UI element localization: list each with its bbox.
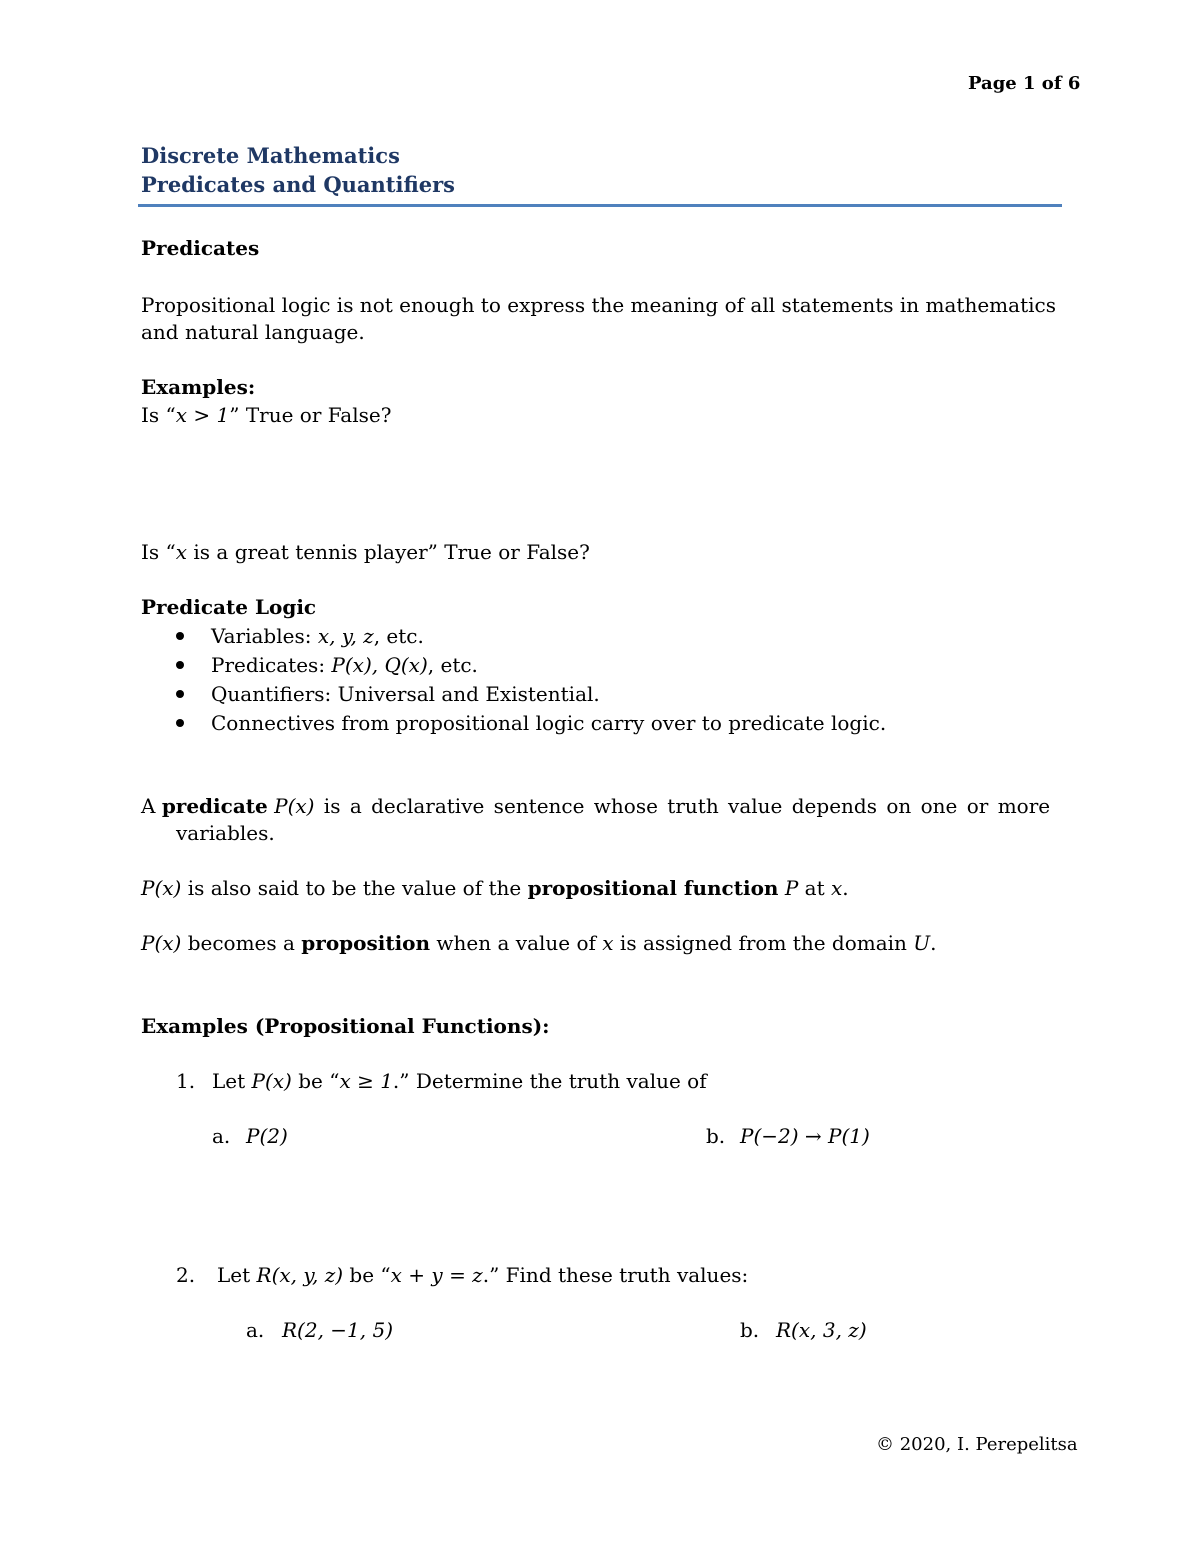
pf-p: P — [784, 876, 799, 900]
ex2-mid: be “ — [343, 1263, 391, 1287]
ex1-mid: be “ — [291, 1069, 340, 1093]
item-text: Quantifiers: Universal and Existential. — [211, 682, 600, 706]
ex2-cond: x + y = z — [390, 1263, 483, 1287]
item-text: Connectives from propositional logic carry over to predicate logic. — [211, 711, 887, 735]
q1-prefix: Is “ — [141, 403, 176, 427]
pr-px: P(x) — [141, 931, 182, 955]
pr-mid1: becomes a — [181, 931, 302, 955]
example-question-2 — [141, 538, 590, 566]
pr-bold: proposition — [301, 931, 431, 955]
item-suffix: , etc. — [427, 653, 478, 677]
pf-x: x — [830, 876, 843, 900]
pf-px: P(x) — [141, 876, 182, 900]
ex1-suffix: .” Determine the truth value of — [392, 1069, 707, 1093]
example-2b-label: b. — [740, 1318, 760, 1342]
ex2-prefix: Let — [217, 1263, 257, 1287]
pf-mid: is also said to be the value of the — [181, 876, 528, 900]
ex1-prefix: Let — [212, 1069, 252, 1093]
predicate-logic-item — [211, 680, 600, 708]
def-predicate-word: predicate — [161, 794, 268, 818]
bullet-icon — [176, 719, 184, 727]
title-divider — [138, 204, 1062, 207]
proposition-sentence — [141, 929, 937, 957]
pf-bold: propositional function — [527, 876, 779, 900]
item-text: Predicates: — [211, 653, 332, 677]
bullet-icon — [176, 632, 184, 640]
example-1b-math: P(−2) → P(1) — [740, 1124, 870, 1148]
predicate-logic-heading: Predicate Logic — [141, 595, 317, 619]
example-2b-math: R(x, 3, z) — [776, 1318, 867, 1342]
q2-math: x — [175, 540, 188, 564]
section-heading-predicates: Predicates — [141, 236, 260, 260]
example-1a-math: P(2) — [246, 1124, 288, 1148]
ex1-px: P(x) — [251, 1069, 292, 1093]
intro-line-1: Propositional logic is not enough to express the meaning of all statements in mathematics — [141, 293, 1056, 317]
item-text: Variables: — [211, 624, 318, 648]
predicate-logic-item — [211, 622, 424, 650]
intro-line-2: and natural language. — [141, 320, 365, 344]
predicate-definition-line-2: variables. — [176, 821, 275, 845]
examples-pf-heading: Examples (Propositional Functions): — [141, 1014, 550, 1038]
pr-u: U — [913, 931, 931, 955]
example-1-number: 1. — [176, 1069, 196, 1093]
pf-at: at — [798, 876, 831, 900]
page-number: Page 1 of 6 — [968, 73, 1081, 94]
predicate-definition — [141, 792, 1060, 820]
propositional-function-sentence — [141, 874, 849, 902]
item-suffix: , etc. — [373, 624, 424, 648]
predicate-logic-item — [211, 651, 478, 679]
pr-mid2: when a value of — [430, 931, 603, 955]
ex2-suffix: .” Find these truth values: — [482, 1263, 749, 1287]
pf-end: . — [842, 876, 849, 900]
bullet-icon — [176, 661, 184, 669]
def-px: P(x) — [274, 794, 315, 818]
pr-end: . — [930, 931, 937, 955]
item-math: P(x), Q(x) — [331, 653, 428, 677]
ex2-rx: R(x, y, z) — [256, 1263, 344, 1287]
example-2-text — [217, 1261, 748, 1289]
example-1-text — [212, 1067, 707, 1095]
def-rest: is a declarative sentence whose truth value depends on one or more — [314, 794, 1051, 818]
q1-suffix: ” True or False? — [229, 403, 392, 427]
pr-mid3: is assigned from the domain — [613, 931, 914, 955]
example-2-number: 2. — [176, 1263, 196, 1287]
q2-prefix: Is “ — [141, 540, 176, 564]
q1-math: x > 1 — [175, 403, 230, 427]
q2-suffix: is a great tennis player” True or False? — [187, 540, 590, 564]
def-a: A — [141, 794, 162, 818]
example-1a-label: a. — [212, 1124, 231, 1148]
ex1-cond: x ≥ 1 — [339, 1069, 393, 1093]
footer-copyright: © 2020, I. Perepelitsa — [876, 1434, 1078, 1455]
example-1b-label: b. — [706, 1124, 726, 1148]
document-subtitle: Predicates and Quantifiers — [141, 172, 455, 197]
pr-x: x — [602, 931, 614, 955]
example-2a-label: a. — [246, 1318, 265, 1342]
example-question-1 — [141, 401, 391, 429]
examples-heading: Examples: — [141, 375, 256, 399]
example-2a-math: R(2, −1, 5) — [282, 1318, 394, 1342]
bullet-icon — [176, 690, 184, 698]
predicate-logic-item — [211, 709, 886, 737]
item-math: x, y, z — [317, 624, 374, 648]
document-title: Discrete Mathematics — [141, 143, 400, 168]
